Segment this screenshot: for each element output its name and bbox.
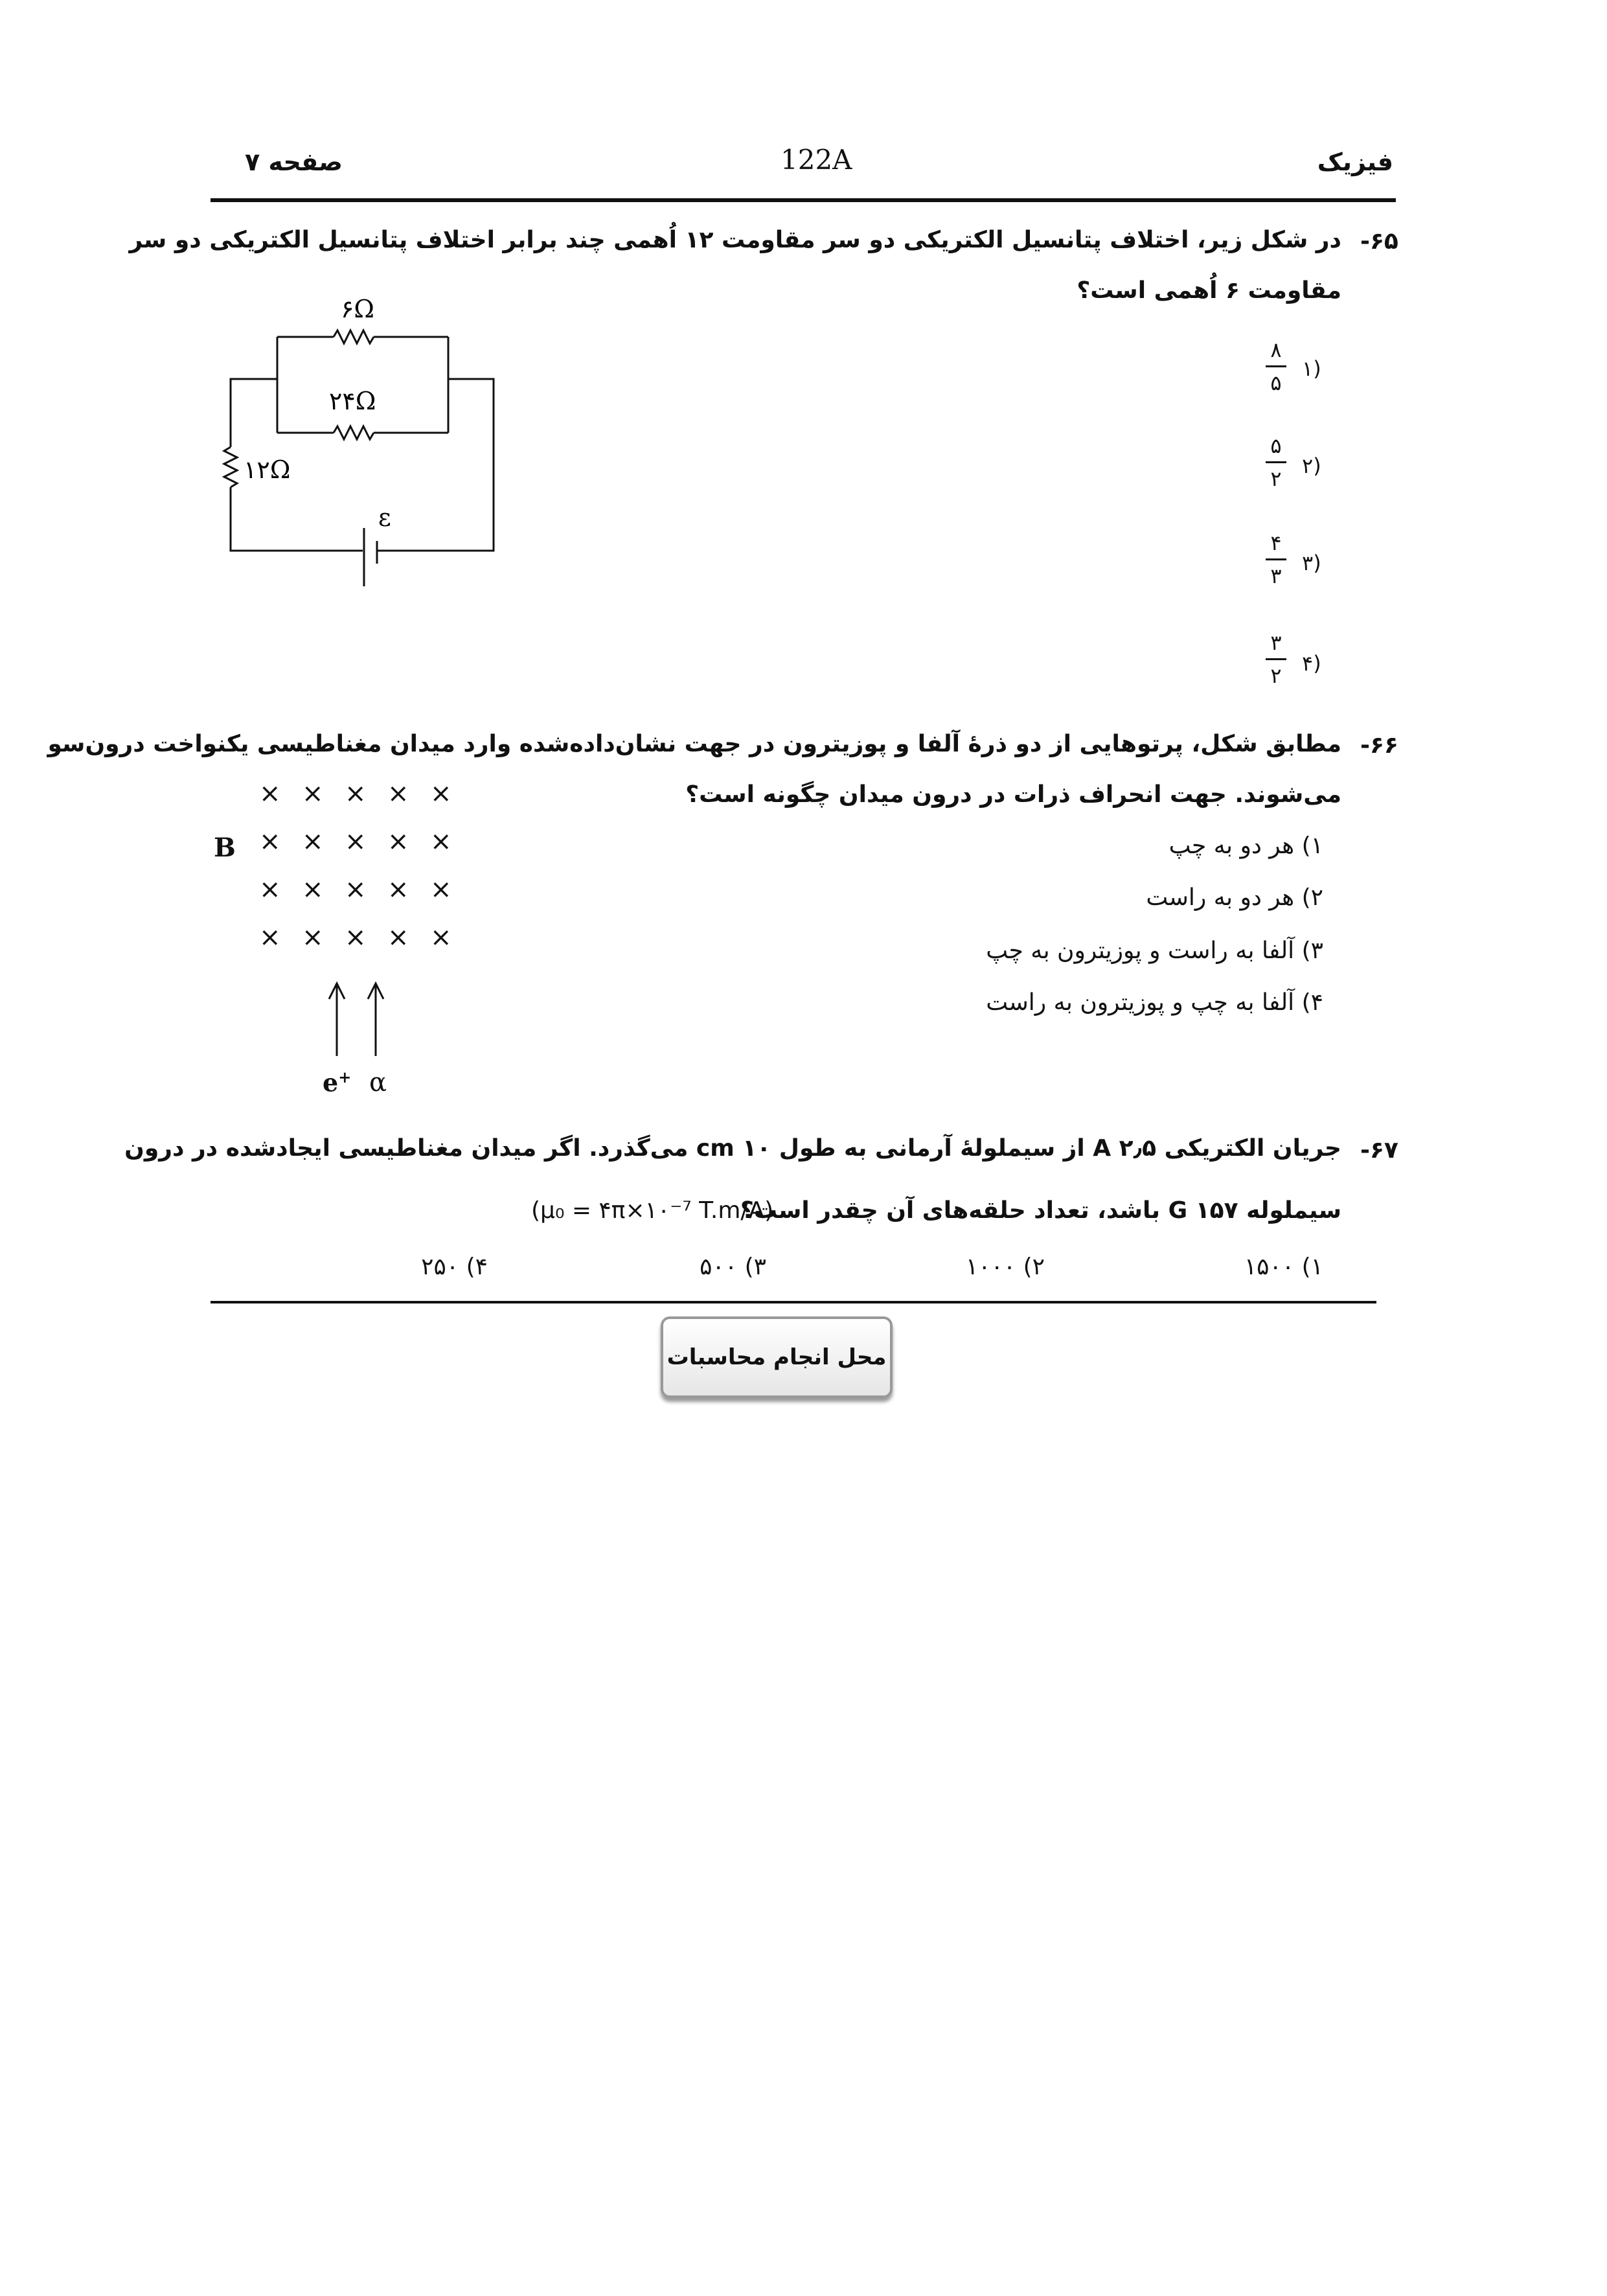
q67-constant: (μ₀ = ۴π×۱۰⁻⁷ T.m/A) (531, 1197, 774, 1224)
q67-number: -۶۷ (1360, 1137, 1398, 1164)
calculation-area-button[interactable]: محل انجام محاسبات (661, 1316, 893, 1398)
field-cross-icon: × (430, 923, 452, 952)
denominator: ۲ (1270, 466, 1282, 491)
resistor-6-ohm (334, 330, 374, 343)
label-12-ohm: ۱۲Ω (244, 455, 291, 484)
field-cross-icon: × (387, 827, 409, 856)
q66-field-figure (207, 777, 479, 1101)
field-cross-icon: × (387, 875, 409, 904)
fraction-bar (1266, 461, 1286, 463)
q66-option-2[interactable]: ۲) هر دو به راست (1146, 884, 1323, 911)
field-cross-icon: × (345, 827, 367, 856)
q67-option-1[interactable]: ۱) ۱۵۰۰ (1244, 1254, 1323, 1280)
exam-code: 122A (781, 144, 852, 176)
particle-alpha-label: α (369, 1068, 387, 1097)
label-6-ohm: ۶Ω (341, 295, 374, 323)
q65-line2: مقاومت ۶ اُهمی است؟ (1077, 277, 1341, 304)
field-cross-icon: × (259, 923, 281, 952)
particle-arrows (317, 972, 395, 1062)
q65-option-4[interactable] (1263, 630, 1289, 689)
q67-line2: سیملوله G ۱۵۷ باشد، تعداد حلقه‌های آن چقدر است؟ (740, 1197, 1341, 1224)
q67-option-2[interactable]: ۲) ۱۰۰۰ (965, 1254, 1045, 1280)
denominator: ۳ (1270, 564, 1282, 588)
q66-number: -۶۶ (1360, 732, 1398, 759)
field-cross-icon: × (302, 875, 324, 904)
q65-option-4-number: ۴) (1302, 651, 1321, 676)
q65-option-2[interactable] (1263, 433, 1289, 492)
subject-title: فیزیک (1317, 148, 1393, 176)
q66-line2: می‌شوند. جهت انحراف ذرات در درون میدان چگونه است؟ (685, 781, 1341, 808)
field-cross-icon: × (345, 923, 367, 952)
q67-line1: جریان الکتریکی A ۲٫۵ از سیملولهٔ آرمانی به طول cm ۱۰ می‌گذرد. اگر میدان مغناطیسی ایجادشده در درون (124, 1135, 1341, 1162)
positron-charge: + (338, 1068, 352, 1086)
header-rule (211, 198, 1396, 202)
particle-positron-label (323, 1068, 351, 1097)
label-24-ohm: ۲۴Ω (329, 387, 376, 415)
positron-symbol: e (323, 1068, 339, 1097)
resistor-24-ohm (334, 426, 374, 439)
q65-number: -۶۵ (1360, 228, 1398, 255)
q66-line1: مطابق شکل، پرتوهایی از دو ذرهٔ آلفا و پوزیترون در جهت نشان‌داده‌شده وارد میدان مغناطیسی یکنواخت درون‌سو (47, 731, 1341, 757)
wire (377, 379, 494, 551)
resistor-12-ohm (224, 447, 237, 487)
numerator: ۵ (1270, 433, 1282, 458)
q65-option-3[interactable] (1263, 530, 1289, 589)
numerator: ۴ (1270, 531, 1282, 555)
field-cross-icon: × (387, 779, 409, 809)
field-cross-icon: × (387, 923, 409, 952)
page-number: صفحه ۷ (245, 148, 343, 176)
q65-option-3-number: ۳) (1302, 551, 1321, 575)
field-label-b: B (214, 832, 236, 863)
arrow-up-icon (329, 983, 345, 1056)
wire (231, 487, 363, 551)
denominator: ۵ (1270, 371, 1282, 395)
denominator: ۲ (1270, 663, 1282, 688)
field-cross-icon: × (259, 875, 281, 904)
fraction-bar (1266, 658, 1286, 660)
field-cross-icon: × (259, 827, 281, 856)
fraction-bar (1266, 558, 1286, 560)
numerator: ۸ (1270, 338, 1282, 362)
q65-option-1[interactable] (1263, 337, 1289, 396)
field-cross-icon: × (302, 779, 324, 809)
field-cross-icon: × (430, 875, 452, 904)
field-cross-icon: × (345, 875, 367, 904)
field-cross-icon: × (259, 779, 281, 809)
q65-option-2-number: ۲) (1302, 453, 1321, 478)
field-cross-icon: × (430, 827, 452, 856)
fraction-bar (1266, 365, 1286, 367)
footer-rule (211, 1301, 1376, 1303)
q65-line1: در شکل زیر، اختلاف پتانسیل الکتریکی دو سر مقاومت ۱۲ اُهمی چند برابر اختلاف پتانسیل الکتریکی دو سر (129, 227, 1341, 253)
q66-option-3[interactable]: ۳) آلفا به راست و پوزیترون به چپ (986, 937, 1323, 964)
q65-option-1-number: ۱) (1302, 356, 1321, 381)
field-cross-icon: × (302, 923, 324, 952)
wire (231, 379, 277, 447)
q66-option-4[interactable]: ۴) آلفا به چپ و پوزیترون به راست (986, 989, 1323, 1016)
field-cross-icon: × (345, 779, 367, 809)
label-emf: ε (378, 503, 391, 532)
q66-option-1[interactable]: ۱) هر دو به چپ (1168, 832, 1323, 859)
field-cross-icon: × (430, 779, 452, 809)
q65-circuit-diagram (207, 285, 505, 596)
q67-option-4[interactable]: ۴) ۲۵۰ (421, 1254, 488, 1280)
arrow-up-icon (368, 983, 383, 1056)
numerator: ۳ (1270, 630, 1282, 655)
field-cross-icon: × (302, 827, 324, 856)
q67-option-3[interactable]: ۳) ۵۰۰ (700, 1254, 766, 1280)
